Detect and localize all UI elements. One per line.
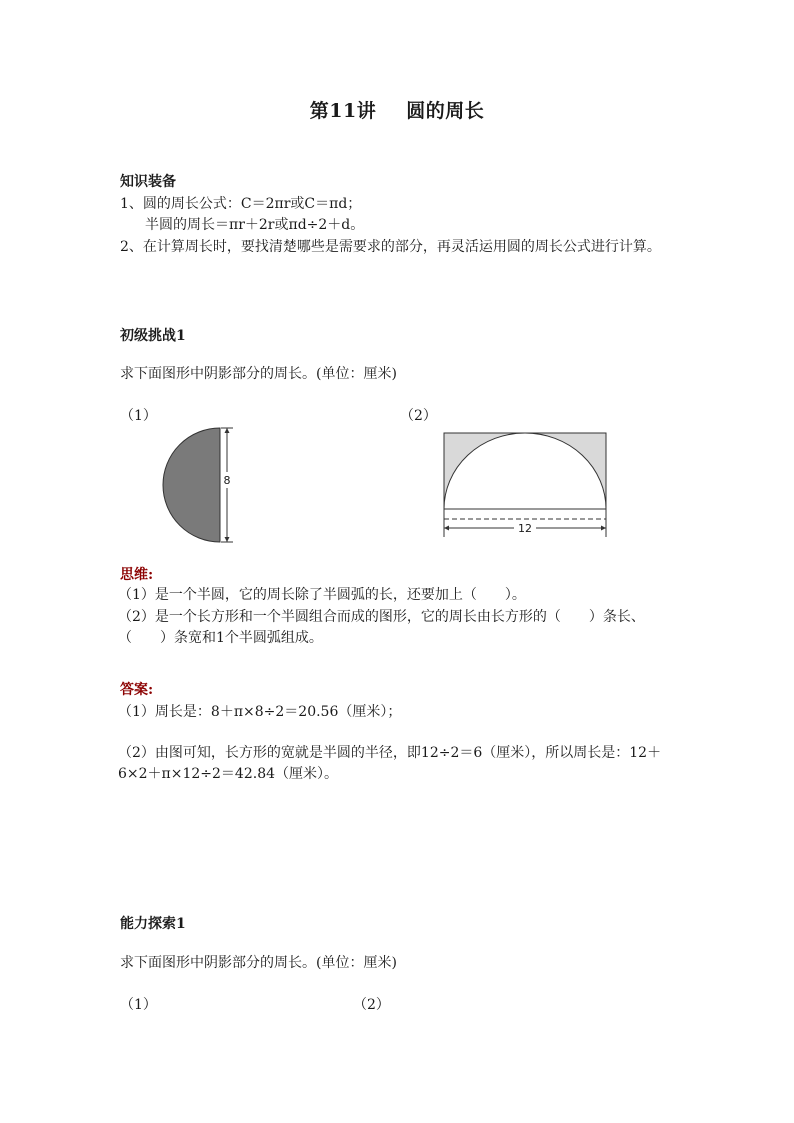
- rectangle-semicircle-figure: [438, 425, 614, 545]
- challenge-heading: 初级挑战1: [120, 328, 186, 344]
- shaded-semicircle: [163, 428, 220, 542]
- arrow-down-icon: [225, 537, 230, 542]
- lecture-number: 第11讲: [309, 100, 377, 122]
- knowledge-line-3: 2、在计算周长时，要找清楚哪些是需要求的部分，再灵活运用圆的周长公式进行计算。: [120, 239, 661, 255]
- answer-line-2: （2）由图可知，长方形的宽就是半圆的半径，即12÷2＝6（厘米），所以周长是：12＋6×2＋π×12÷2＝42.84（厘米）。: [118, 745, 662, 782]
- figure-2-label: （2）: [400, 408, 437, 424]
- lecture-topic: 圆的周长: [406, 100, 485, 122]
- page-title: [0, 98, 794, 124]
- figure-1-label: （1）: [120, 408, 157, 424]
- semicircle-figure: [155, 420, 245, 550]
- dimension-label-12: 12: [518, 522, 532, 535]
- knowledge-line-2: 半圆的周长＝πr＋2r或πd÷2＋d。: [145, 217, 365, 233]
- knowledge-line-1: 1、圆的周长公式：C＝2πr或C＝πd；: [120, 196, 362, 212]
- explore-figure-1-label: （1）: [120, 997, 157, 1013]
- answer-heading: 答案:: [120, 682, 154, 698]
- knowledge-heading: 知识装备: [120, 174, 176, 190]
- thinking-line-1: （1）是一个半圆，它的周长除了半圆弧的长，还要加上（ ）。: [118, 587, 526, 603]
- thinking-heading: 思维:: [120, 567, 154, 583]
- arrow-right-icon: [601, 526, 606, 531]
- arrow-left-icon: [444, 526, 449, 531]
- thinking-line-2: （2）是一个长方形和一个半圆组合而成的图形，它的周长由长方形的（ ）条长、（ ）条宽和1个半圆弧组成。: [118, 609, 645, 646]
- explore-figure-2-label: （2）: [353, 997, 390, 1013]
- challenge-question: 求下面图形中阴影部分的周长。(单位：厘米): [120, 366, 397, 382]
- arrow-up-icon: [225, 428, 230, 433]
- explore-heading: 能力探索1: [120, 916, 186, 932]
- dimension-label-8: 8: [223, 474, 231, 487]
- explore-question: 求下面图形中阴影部分的周长。(单位：厘米): [120, 955, 397, 971]
- shaded-corners: [444, 433, 606, 509]
- answer-line-1: （1）周长是：8＋π×8÷2＝20.56（厘米）；: [118, 704, 402, 720]
